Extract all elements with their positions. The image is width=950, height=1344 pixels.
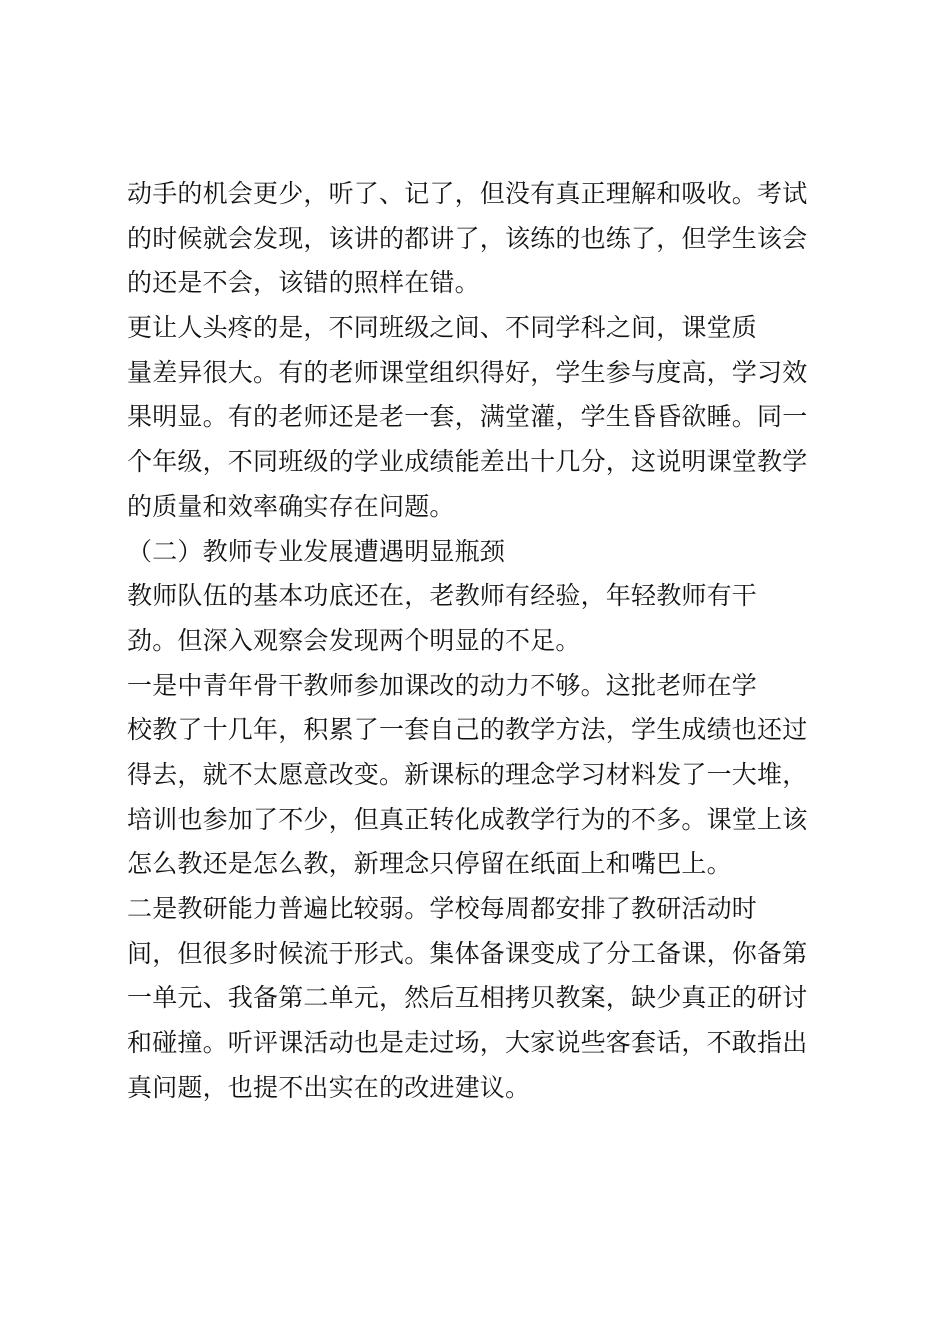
- paragraph-line: 二是教研能力普遍比较弱。学校每周都安排了教研活动时: [127, 894, 758, 923]
- paragraph-line: 更让人头疼的是，不同班级之间、不同学科之间，课堂质: [127, 313, 758, 343]
- paragraph-line: 校教了十几年，积累了一套自己的教学方法，学生成绩也还过: [127, 715, 808, 745]
- paragraph-line: 一是中青年骨干教师参加课改的动力不够。这批老师在学: [127, 670, 758, 700]
- document-body: [127, 172, 827, 1110]
- paragraph-line: 量差异很大。有的老师课堂组织得好，学生参与度高，学习效: [127, 357, 808, 387]
- paragraph-line: 真问题，也提不出实在的改进建议。: [127, 1072, 531, 1102]
- paragraph-line: 的还是不会，该错的照样在错。: [127, 268, 480, 298]
- paragraph-line: 果明显。有的老师还是老一套，满堂灌，学生昏昏欲睡。同一: [127, 402, 808, 432]
- paragraph-line: 劲。但深入观察会发现两个明显的不足。: [127, 625, 581, 655]
- paragraph-line: 一单元、我备第二单元，然后互相拷贝教案，缺少真正的研讨: [127, 983, 808, 1013]
- paragraph-line: 动手的机会更少，听了、记了，但没有真正理解和吸收。考试: [127, 179, 808, 208]
- paragraph-line: 和碰撞。听评课活动也是走过场，大家说些客套话，不敢指出: [127, 1028, 808, 1058]
- paragraph-line: 的时候就会发现，该讲的都讲了，该练的也练了，但学生该会: [127, 223, 808, 253]
- paragraph-line: 的质量和效率确实存在问题。: [127, 491, 455, 521]
- paragraph-line: 得去，就不太愿意改变。新课标的理念学习材料发了一大堆，: [127, 759, 808, 789]
- paragraph-line: 怎么教还是怎么教，新理念只停留在纸面上和嘴巴上。: [127, 849, 732, 879]
- paragraph-line: 培训也参加了不少，但真正转化成教学行为的不多。课堂上该: [127, 804, 808, 834]
- paragraph-line: 教师队伍的基本功底还在，老教师有经验，年轻教师有干: [127, 581, 758, 611]
- paragraph-line: 间，但很多时候流于形式。集体备课变成了分工备课，你备第: [127, 938, 808, 968]
- section-heading: （二）教师专业发展遭遇明显瓶颈: [127, 536, 506, 566]
- paragraph-line: 个年级，不同班级的学业成绩能差出十几分，这说明课堂教学: [127, 447, 808, 477]
